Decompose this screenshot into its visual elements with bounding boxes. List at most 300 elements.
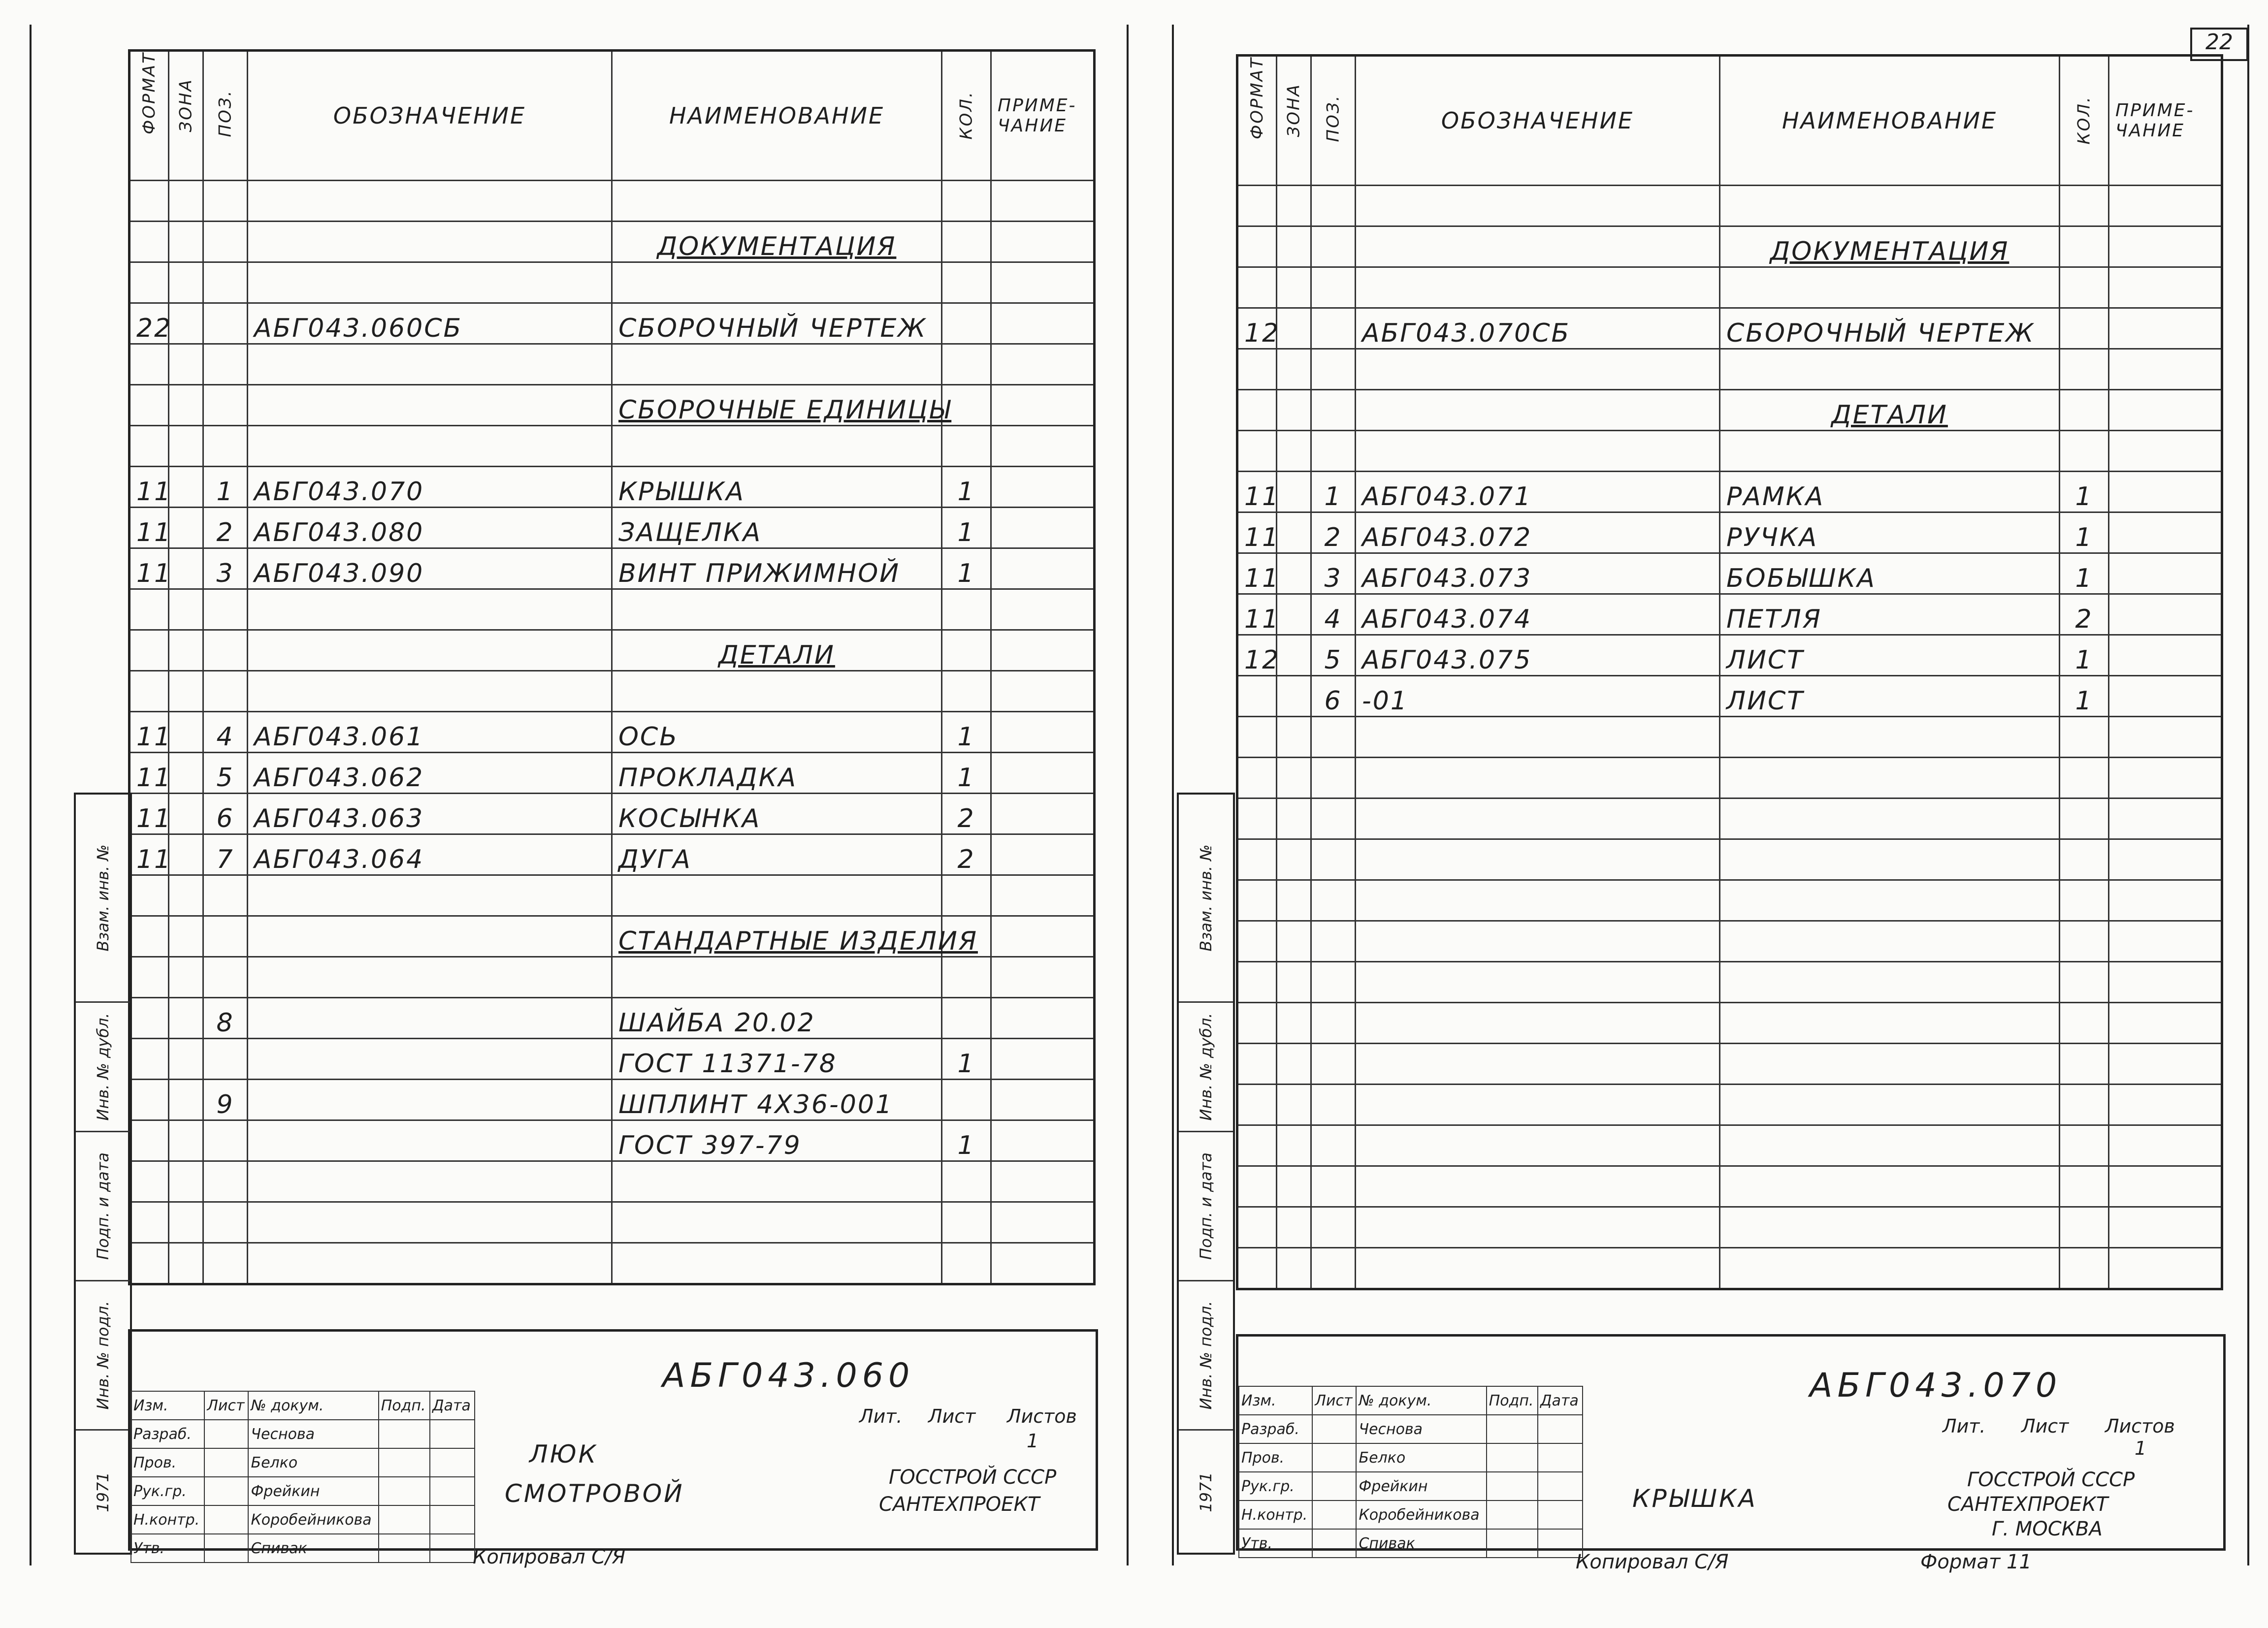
cell-zone	[1277, 676, 1311, 717]
cell-name: РУЧКА	[1720, 512, 2060, 553]
cell-name: ДОКУМЕНТАЦИЯ	[1720, 226, 2060, 267]
cell-format	[130, 1039, 169, 1080]
cell-note	[991, 834, 1095, 875]
cell-format	[130, 1080, 169, 1120]
cell-designation	[248, 385, 612, 426]
spec-row	[130, 712, 1095, 753]
cell-designation	[248, 426, 612, 467]
cell-zone	[169, 875, 203, 916]
cell-pos	[1311, 1125, 1356, 1166]
sidebar-cell: Подп. и дата	[76, 1132, 130, 1281]
cell-zone	[1277, 1085, 1311, 1125]
cell-pos: 9	[203, 1080, 248, 1120]
cell-format	[1237, 1248, 1277, 1289]
cell-zone	[1277, 839, 1311, 880]
cell-note	[991, 671, 1095, 712]
cell-name	[1720, 267, 2060, 308]
cell-qty: 2	[2060, 594, 2109, 635]
cell-name: ПЕТЛЯ	[1720, 594, 2060, 635]
sign-header: Лист	[204, 1391, 248, 1420]
cell-format: 12	[1237, 308, 1277, 349]
left-spec-body	[130, 181, 1095, 1284]
cell-pos: 4	[203, 712, 248, 753]
cell-format: 11	[1237, 472, 1277, 512]
section-row	[130, 385, 1095, 426]
signature-grid	[1238, 1386, 1583, 1558]
cell-qty	[942, 589, 991, 630]
cell-zone	[169, 794, 203, 834]
spec-row	[1237, 553, 2222, 594]
cell-name: ДЕТАЛИ	[1720, 390, 2060, 431]
cell-note	[991, 630, 1095, 671]
cell-note	[991, 1120, 1095, 1161]
sign-header-row	[131, 1391, 475, 1420]
cell-note	[2109, 512, 2222, 553]
cell-designation	[1356, 880, 1720, 921]
cell-designation	[1356, 921, 1720, 962]
cell-zone	[169, 181, 203, 222]
cell-name: КРЫШКА	[612, 467, 942, 508]
signature-grid	[130, 1391, 475, 1563]
spec-row	[1237, 635, 2222, 676]
sign-header: Изм.	[131, 1391, 204, 1420]
cell-pos	[203, 1039, 248, 1080]
cell-designation: АБГ043.062	[248, 753, 612, 794]
cell-designation	[248, 957, 612, 998]
cell-designation	[1356, 390, 1720, 431]
cell-pos	[1311, 390, 1356, 431]
cell-name	[1720, 1166, 2060, 1207]
sidebar-cell: Инв. № дубл.	[76, 1003, 130, 1132]
cell-pos	[203, 181, 248, 222]
cell-format	[1237, 1003, 1277, 1044]
cell-designation: АБГ043.073	[1356, 553, 1720, 594]
cell-qty	[942, 181, 991, 222]
spec-row	[1237, 798, 2222, 839]
cell-name: ДУГА	[612, 834, 942, 875]
spec-row	[130, 794, 1095, 834]
cell-format	[1237, 1166, 1277, 1207]
cell-name: ЛИСТ	[1720, 676, 2060, 717]
cell-note	[2109, 798, 2222, 839]
cell-pos	[203, 630, 248, 671]
cell-designation	[1356, 1085, 1720, 1125]
right-footer-copied: Копировал С/Я	[1576, 1551, 1729, 1573]
col-zone: ЗОНА	[169, 51, 203, 181]
spec-row	[130, 262, 1095, 303]
cell-zone	[169, 222, 203, 262]
cell-format: 11	[130, 794, 169, 834]
cell-note	[2109, 472, 2222, 512]
cell-format	[1237, 186, 1277, 226]
cell-note	[2109, 186, 2222, 226]
spec-row	[130, 1080, 1095, 1120]
section-row	[130, 222, 1095, 262]
cell-format	[1237, 676, 1277, 717]
cell-pos	[203, 1243, 248, 1284]
cell-name: СБОРОЧНЫЙ ЧЕРТЕЖ	[612, 303, 942, 344]
right-sidebar-stamp	[1177, 793, 1235, 1555]
cell-format: 11	[1237, 553, 1277, 594]
cell-name: ДЕТАЛИ	[612, 630, 942, 671]
spec-row	[130, 548, 1095, 589]
cell-designation: АБГ043.060СБ	[248, 303, 612, 344]
cell-designation	[248, 1161, 612, 1202]
spec-row	[1237, 594, 2222, 635]
spec-row	[1237, 308, 2222, 349]
cell-zone	[169, 630, 203, 671]
cell-designation	[248, 875, 612, 916]
cell-qty	[942, 262, 991, 303]
cell-pos	[203, 875, 248, 916]
cell-name	[1720, 880, 2060, 921]
cell-name: ВИНТ ПРИЖИМНОЙ	[612, 548, 942, 589]
cell-designation: АБГ043.071	[1356, 472, 1720, 512]
cell-note	[2109, 267, 2222, 308]
cell-designation	[1356, 839, 1720, 880]
cell-pos	[203, 671, 248, 712]
spec-row	[1237, 349, 2222, 390]
cell-format	[130, 916, 169, 957]
cell-format: 11	[130, 548, 169, 589]
cell-pos	[203, 385, 248, 426]
spec-row	[130, 181, 1095, 222]
cell-name	[612, 589, 942, 630]
spec-row	[1237, 267, 2222, 308]
cell-designation	[248, 1243, 612, 1284]
section-row	[130, 916, 1095, 957]
cell-format	[130, 1120, 169, 1161]
cell-zone	[169, 385, 203, 426]
right-spec-table	[1236, 54, 2223, 1290]
cell-pos	[1311, 267, 1356, 308]
cell-qty	[942, 426, 991, 467]
cell-note	[991, 1039, 1095, 1080]
spec-row	[130, 671, 1095, 712]
cell-name: ОСЬ	[612, 712, 942, 753]
organization-line3: Г. МОСКВА	[1992, 1518, 2103, 1540]
cell-designation: АБГ043.061	[248, 712, 612, 753]
cell-format	[130, 426, 169, 467]
cell-format	[1237, 1085, 1277, 1125]
spec-row	[1237, 512, 2222, 553]
spec-row	[130, 426, 1095, 467]
cell-zone	[169, 1243, 203, 1284]
cell-designation	[1356, 226, 1720, 267]
cell-name: ГОСТ 397-79	[612, 1120, 942, 1161]
cell-pos: 5	[1311, 635, 1356, 676]
sign-row: Пров. Белко	[131, 1448, 475, 1477]
cell-zone	[169, 753, 203, 794]
spec-row	[1237, 431, 2222, 472]
cell-qty	[942, 1080, 991, 1120]
cell-pos	[1311, 839, 1356, 880]
cell-designation: АБГ043.072	[1356, 512, 1720, 553]
cell-qty: 1	[942, 712, 991, 753]
cell-name	[612, 875, 942, 916]
cell-designation	[248, 1202, 612, 1243]
cell-name	[612, 181, 942, 222]
cell-note	[991, 1080, 1095, 1120]
cell-note	[2109, 880, 2222, 921]
cell-pos	[203, 916, 248, 957]
col-qty: КОЛ.	[942, 51, 991, 181]
spec-row	[130, 344, 1095, 385]
cell-name: ШАЙБА 20.02	[612, 998, 942, 1039]
sheet-label: Лист	[2021, 1415, 2069, 1437]
right-spec-body	[1237, 186, 2222, 1289]
col-note: ПРИМЕ-ЧАНИЕ	[2109, 56, 2222, 186]
cell-note	[2109, 839, 2222, 880]
cell-qty: 1	[2060, 676, 2109, 717]
cell-name: БОБЫШКА	[1720, 553, 2060, 594]
cell-zone	[1277, 1003, 1311, 1044]
cell-name	[612, 1202, 942, 1243]
cell-name	[1720, 717, 2060, 758]
sign-row: Разраб. Чеснова	[1239, 1415, 1583, 1443]
spec-row	[1237, 962, 2222, 1003]
cell-note	[991, 1202, 1095, 1243]
cell-designation	[1356, 758, 1720, 798]
cell-pos	[1311, 717, 1356, 758]
cell-name	[612, 957, 942, 998]
sign-header: № докум.	[1356, 1386, 1486, 1415]
cell-note	[2109, 758, 2222, 798]
cell-qty	[2060, 1166, 2109, 1207]
spec-row	[1237, 1248, 2222, 1289]
cell-pos: 1	[1311, 472, 1356, 512]
cell-name	[1720, 1248, 2060, 1289]
cell-format	[1237, 717, 1277, 758]
cell-qty	[2060, 1248, 2109, 1289]
left-spec-table	[128, 49, 1096, 1285]
cell-pos	[1311, 226, 1356, 267]
cell-designation	[1356, 267, 1720, 308]
cell-designation	[248, 222, 612, 262]
spec-row	[1237, 717, 2222, 758]
cell-qty	[2060, 758, 2109, 798]
cell-format	[130, 998, 169, 1039]
cell-name	[1720, 1044, 2060, 1085]
spec-row	[130, 1202, 1095, 1243]
cell-format: 11	[130, 712, 169, 753]
cell-note	[991, 712, 1095, 753]
sign-header: Дата	[430, 1391, 475, 1420]
cell-zone	[1277, 635, 1311, 676]
cell-format: 22	[130, 303, 169, 344]
sign-header: № докум.	[248, 1391, 378, 1420]
cell-format	[1237, 1207, 1277, 1248]
cell-format	[1237, 226, 1277, 267]
cell-designation	[1356, 717, 1720, 758]
cell-qty	[942, 303, 991, 344]
sidebar-cell: Взам. инв. №	[1179, 795, 1233, 1003]
cell-qty	[2060, 308, 2109, 349]
cell-format	[1237, 431, 1277, 472]
cell-pos	[203, 1161, 248, 1202]
cell-note	[2109, 1248, 2222, 1289]
lit-label: Лит.	[1943, 1415, 1986, 1437]
cell-note	[991, 875, 1095, 916]
cell-zone	[169, 671, 203, 712]
cell-format	[130, 222, 169, 262]
cell-note	[2109, 390, 2222, 431]
cell-zone	[169, 998, 203, 1039]
cell-format	[130, 262, 169, 303]
cell-format: 12	[1237, 635, 1277, 676]
cell-format	[130, 385, 169, 426]
cell-pos	[1311, 962, 1356, 1003]
cell-name	[1720, 1125, 2060, 1166]
cell-qty	[2060, 1125, 2109, 1166]
cell-format: 11	[1237, 594, 1277, 635]
cell-note	[991, 1243, 1095, 1284]
cell-qty: 2	[942, 794, 991, 834]
cell-designation: АБГ043.070СБ	[1356, 308, 1720, 349]
spec-row	[130, 589, 1095, 630]
cell-zone	[169, 834, 203, 875]
cell-designation	[1356, 798, 1720, 839]
cell-pos: 8	[203, 998, 248, 1039]
cell-designation: АБГ043.090	[248, 548, 612, 589]
cell-zone	[169, 548, 203, 589]
cell-designation	[1356, 962, 1720, 1003]
sheets-label: Листов	[1007, 1405, 1077, 1427]
cell-designation: АБГ043.063	[248, 794, 612, 834]
cell-note	[2109, 1085, 2222, 1125]
spec-row	[1237, 1003, 2222, 1044]
cell-format	[1237, 921, 1277, 962]
right-spec-header	[1237, 56, 2222, 186]
cell-zone	[169, 712, 203, 753]
cell-designation	[1356, 1125, 1720, 1166]
cell-zone	[1277, 472, 1311, 512]
cell-note	[2109, 921, 2222, 962]
cell-note	[2109, 1207, 2222, 1248]
sign-row: Утв. Спивак	[131, 1534, 475, 1563]
cell-note	[991, 385, 1095, 426]
left-spec-header	[130, 51, 1095, 181]
cell-pos: 3	[1311, 553, 1356, 594]
sidebar-cell: 1971	[94, 1472, 112, 1512]
section-row	[1237, 226, 2222, 267]
cell-pos: 6	[203, 794, 248, 834]
col-format: ФОРМАТ	[130, 51, 169, 181]
cell-pos	[203, 957, 248, 998]
cell-qty	[942, 1243, 991, 1284]
organization: ГОССТРОЙ СССР	[889, 1466, 1057, 1489]
cell-format	[130, 589, 169, 630]
cell-zone	[169, 589, 203, 630]
right-title-block	[1236, 1334, 2226, 1551]
sign-row: Н.контр. Коробейникова	[131, 1505, 475, 1534]
cell-zone	[1277, 553, 1311, 594]
cell-designation	[248, 262, 612, 303]
cell-qty	[2060, 226, 2109, 267]
cell-pos	[1311, 308, 1356, 349]
cell-qty	[2060, 186, 2109, 226]
cell-pos	[203, 1120, 248, 1161]
spec-row	[1237, 472, 2222, 512]
cell-designation	[1356, 1003, 1720, 1044]
cell-pos	[1311, 186, 1356, 226]
spec-row	[1237, 186, 2222, 226]
cell-format	[1237, 758, 1277, 798]
cell-zone	[1277, 962, 1311, 1003]
cell-designation	[248, 916, 612, 957]
spec-row	[1237, 839, 2222, 880]
cell-qty	[942, 1202, 991, 1243]
cell-note	[991, 222, 1095, 262]
document-title: ЛЮК	[529, 1440, 598, 1468]
col-qty: КОЛ.	[2060, 56, 2109, 186]
cell-note	[2109, 717, 2222, 758]
cell-designation	[1356, 1166, 1720, 1207]
sign-row: Разраб. Чеснова	[131, 1420, 475, 1448]
cell-zone	[169, 508, 203, 548]
cell-qty: 1	[942, 548, 991, 589]
cell-qty: 1	[2060, 635, 2109, 676]
cell-designation	[248, 1120, 612, 1161]
cell-designation	[1356, 349, 1720, 390]
cell-note	[991, 1161, 1095, 1202]
cell-designation	[248, 671, 612, 712]
cell-pos: 2	[1311, 512, 1356, 553]
sheets-value: 1	[2135, 1437, 2147, 1459]
cell-format	[1237, 267, 1277, 308]
sign-header: Лист	[1312, 1386, 1356, 1415]
cell-qty	[942, 957, 991, 998]
cell-note	[991, 467, 1095, 508]
cell-zone	[1277, 267, 1311, 308]
cell-pos: 6	[1311, 676, 1356, 717]
cell-qty	[2060, 1085, 2109, 1125]
cell-zone	[1277, 390, 1311, 431]
cell-qty	[942, 344, 991, 385]
sign-row: Н.контр. Коробейникова	[1239, 1500, 1583, 1529]
cell-qty	[2060, 267, 2109, 308]
cell-name	[612, 344, 942, 385]
cell-qty	[2060, 431, 2109, 472]
cell-designation	[248, 1080, 612, 1120]
cell-name	[1720, 921, 2060, 962]
cell-qty	[2060, 1207, 2109, 1248]
cell-qty	[2060, 839, 2109, 880]
sign-row: Рук.гр. Фрейкин	[131, 1477, 475, 1505]
cell-name	[612, 426, 942, 467]
cell-zone	[1277, 349, 1311, 390]
cell-note	[2109, 226, 2222, 267]
cell-format: 11	[130, 834, 169, 875]
cell-name: ЗАЩЕЛКА	[612, 508, 942, 548]
cell-format	[1237, 962, 1277, 1003]
cell-note	[991, 344, 1095, 385]
cell-qty	[942, 222, 991, 262]
cell-pos	[1311, 1085, 1356, 1125]
cell-format	[1237, 1044, 1277, 1085]
section-row	[130, 630, 1095, 671]
cell-pos	[1311, 758, 1356, 798]
cell-zone	[169, 426, 203, 467]
cell-zone	[169, 262, 203, 303]
cell-pos	[1311, 1166, 1356, 1207]
cell-name	[1720, 431, 2060, 472]
cell-note	[2109, 635, 2222, 676]
col-pos: ПОЗ.	[1311, 56, 1356, 186]
sidebar-cell: Взам. инв. №	[76, 795, 130, 1003]
cell-format	[130, 630, 169, 671]
sheets-label: Листов	[2105, 1415, 2175, 1437]
